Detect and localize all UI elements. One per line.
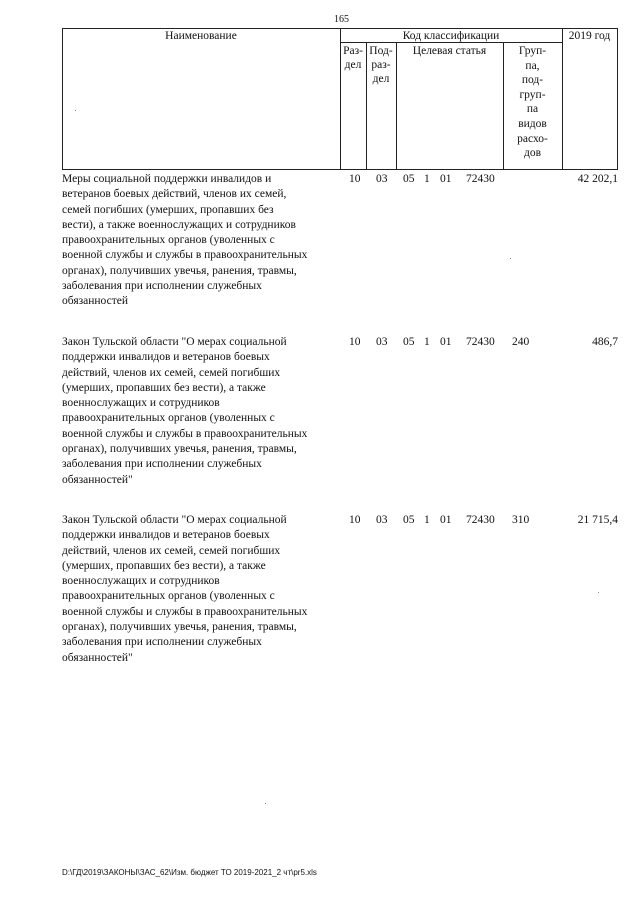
header-group: Груп- па, под- груп- па видов расхо- дов: [517, 45, 548, 160]
row-razdel: 10: [349, 336, 361, 348]
header-code: Код классификации: [402, 30, 500, 42]
row-podrazdel: 03: [376, 514, 388, 526]
header-year: 2019 год: [568, 30, 611, 42]
table-row: [62, 335, 618, 495]
header-name: Наименование: [165, 30, 237, 42]
scan-speck: [510, 258, 511, 259]
table-header: [62, 28, 618, 170]
row-group: 240: [512, 336, 530, 348]
scan-speck: [598, 592, 599, 593]
row-cs4: 72430: [466, 514, 495, 526]
table-row: [62, 513, 618, 673]
row-name: Закон Тульской области "О мерах социальной поддержки инвалидов и ветеранов боевых действий, членов их семей, семей погибших (умерших, пропавших без вести), а также военнослужащих и сотрудников правоохранительных органов (уволенных с военной службы и службы в правоохранительных органах), получивших увечья, ранения, травмы, заболевания при исполнении служебных обязанностей": [62, 514, 308, 664]
row-cs4: 72430: [466, 173, 495, 185]
row-podrazdel: 03: [376, 173, 388, 185]
row-cs3: 01: [440, 336, 452, 348]
row-cs3: 01: [440, 514, 452, 526]
row-razdel: 10: [349, 173, 361, 185]
row-amount: 42 202,1: [577, 173, 618, 185]
file-path-footer: D:\ГД\2019\ЗАКОНЫ\ЗАС_62\Изм. бюджет ТО 2019-2021_2 чт\pr5.xls: [62, 868, 317, 877]
row-cs1: 05: [403, 173, 415, 185]
row-group: 310: [512, 514, 530, 526]
scan-speck: [75, 110, 76, 111]
table-row: [62, 172, 618, 322]
row-cs1: 05: [403, 336, 415, 348]
row-razdel: 10: [349, 514, 361, 526]
header-subsection: Под- раз- дел: [369, 45, 393, 85]
row-name: Меры социальной поддержки инвалидов и ветеранов боевых действий, членов их семей, семей погибших (умерших, пропавших без вести), а также военнослужащих и сотрудников правоохранительных органов (уволенных с военной службы и службы в правоохранительных органах), получивших увечья, ранения, травмы, заболевания при исполнении служебных обязанностей: [62, 173, 308, 308]
row-amount: 21 715,4: [577, 514, 618, 526]
scan-speck: [265, 803, 266, 804]
row-cs4: 72430: [466, 336, 495, 348]
header-section: Раз- дел: [343, 45, 363, 71]
row-cs3: 01: [440, 173, 452, 185]
row-cs2: 1: [424, 336, 430, 348]
row-name: Закон Тульской области "О мерах социальной поддержки инвалидов и ветеранов боевых действий, членов их семей, семей погибших (умерших, пропавших без вести), а также военнослужащих и сотрудников правоохранительных органов (уволенных с военной службы и службы в правоохранительных органах), получивших увечья, ранения, травмы, заболевания при исполнении служебных обязанностей": [62, 336, 308, 486]
row-cs2: 1: [424, 514, 430, 526]
row-podrazdel: 03: [376, 336, 388, 348]
row-cs2: 1: [424, 173, 430, 185]
row-amount: 486,7: [592, 336, 618, 348]
row-cs1: 05: [403, 514, 415, 526]
page-number: 165: [334, 14, 349, 25]
header-target: Целевая статья: [412, 45, 487, 57]
